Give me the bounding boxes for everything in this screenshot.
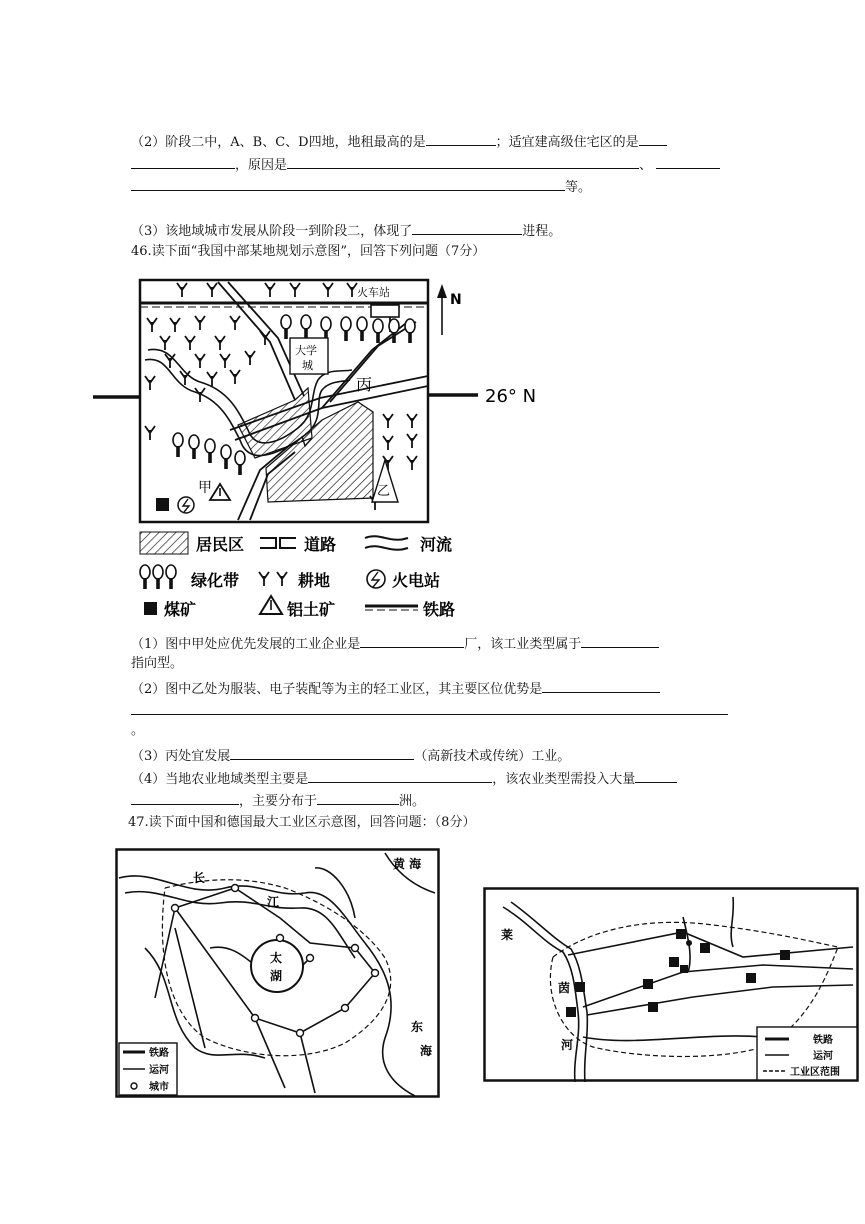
answer-blank[interactable] (131, 790, 239, 805)
q46-p3-text-b: （高新技术或传统）工业。 (414, 749, 571, 764)
site-jia-label: 甲 (198, 480, 212, 496)
answer-blank[interactable] (308, 768, 492, 783)
latitude-label: 26° N (485, 386, 537, 407)
china-industrial-map (115, 848, 440, 1098)
legend (140, 532, 455, 619)
answer-blank[interactable] (131, 176, 565, 191)
legend-railway-icon (365, 606, 418, 610)
answer-blank[interactable] (131, 154, 235, 169)
legend-residential-label: 居民区 (196, 535, 245, 554)
answer-blank[interactable] (317, 790, 399, 805)
yangtze-jiang-label: 江 (267, 895, 280, 909)
site-yi-label: 乙 (377, 484, 391, 499)
q45-p2-line2 (131, 154, 720, 175)
q46-p4-text-a: （4）当地农业地域类型主要是 (131, 772, 309, 787)
taihu-tai-label: 太 (270, 951, 283, 965)
answer-blank[interactable] (412, 220, 522, 235)
germany-legend-industrial-zone: 工业区范围 (790, 1067, 840, 1078)
q46-p2-line1 (131, 678, 660, 699)
q46-p1-line1 (131, 633, 659, 654)
north-label: N (450, 292, 462, 308)
yangtze-chang-label: 长 (193, 871, 206, 885)
china-legend (119, 1043, 177, 1095)
answer-blank[interactable] (426, 131, 496, 146)
legend-coal-icon (144, 602, 157, 615)
q46-p1-text-a: （1）图中甲处应优先发展的工业企业是 (131, 637, 361, 652)
site-bing-label: 丙 (356, 375, 373, 394)
q45-p2-text-a: （2）阶段二中，A、B、C、D四地，地租最高的是 (131, 135, 426, 150)
legend-railway-label: 铁路 (423, 600, 456, 619)
taihu-hu-label: 湖 (270, 969, 283, 983)
q46-p2-end: 。 (131, 723, 145, 738)
legend-river-icon (365, 536, 408, 549)
legend-road-icon (260, 538, 296, 548)
north-arrow-icon (437, 284, 447, 335)
china-legend-canal: 运河 (149, 1065, 169, 1076)
germany-legend (757, 1027, 857, 1080)
q45-p2-text-e: 等。 (565, 180, 592, 195)
rhine-lai-label: 莱 (501, 928, 514, 942)
china-legend-city: 城市 (149, 1082, 169, 1093)
answer-blank[interactable] (360, 633, 464, 648)
east-sea-label: 东 (411, 1020, 424, 1034)
answer-blank[interactable] (635, 768, 677, 783)
q46-p4-text-b: ，该农业类型需投入大量 (492, 772, 636, 787)
legend-greenbelt-label: 绿化带 (191, 571, 240, 590)
legend-residential-icon (140, 532, 188, 554)
legend-river-label: 河流 (420, 535, 453, 554)
q46-planning-map (90, 270, 570, 630)
q46-p3-text-a: （3）丙处宜发展 (131, 749, 231, 764)
q45-p2-line1 (131, 131, 667, 152)
q47-title: 47.读下面中国和德国最大工业区示意图，回答问题：（8分） (128, 815, 476, 830)
answer-blank[interactable] (287, 154, 639, 169)
q46-p4-text-c: ，主要分布于 (239, 794, 318, 809)
germany-industrial-map (483, 887, 859, 1082)
yellow-sea-label: 黄 海 (393, 857, 422, 871)
q46-p3-line (131, 745, 570, 766)
q46-p1-text-b: 厂，该工业类型属于 (464, 637, 582, 652)
legend-farmland-icon (259, 572, 287, 586)
china-legend-railway: 铁路 (149, 1048, 169, 1059)
q46-p4-line1 (131, 768, 677, 789)
germany-legend-railway: 铁路 (813, 1035, 833, 1046)
legend-greenbelt-icon (140, 565, 176, 589)
q45-p2-text-d: 、 (639, 158, 653, 173)
east-sea-label: 海 (420, 1044, 433, 1058)
q45-p2-line3 (131, 176, 591, 197)
university-label: 城 (302, 359, 313, 372)
legend-road-label: 道路 (304, 535, 337, 554)
legend-power-icon (367, 570, 385, 588)
q46-p4-text-d: 洲。 (399, 794, 426, 809)
q46-title: 46.读下面“我国中部某地规划示意图”，回答下列问题（7分） (131, 244, 486, 259)
answer-blank[interactable] (639, 131, 667, 146)
legend-coal-label: 煤矿 (164, 600, 197, 619)
rhine-he-label: 河 (561, 1038, 574, 1052)
q46-p2-text: （2）图中乙处为服装、电子装配等为主的轻工业区，其主要区位优势是 (131, 682, 543, 697)
q45-p3-text-a: （3）该地域城市发展从阶段一到阶段二，体现了 (131, 224, 413, 239)
germany-legend-canal: 运河 (813, 1051, 833, 1062)
answer-blank[interactable] (131, 714, 728, 715)
q45-p3-line (131, 220, 561, 241)
answer-blank[interactable] (542, 678, 660, 693)
university-label: 大学 (295, 344, 317, 357)
q45-p3-text-b: 进程。 (522, 224, 562, 239)
answer-blank[interactable] (656, 154, 720, 169)
rhine-yin-label: 茵 (558, 981, 571, 995)
q45-p2-text-c: ，原因是 (235, 158, 288, 173)
answer-blank[interactable] (230, 745, 414, 760)
legend-power-label: 火电站 (392, 571, 441, 590)
q45-p2-text-b: ；适宜建高级住宅区的是 (495, 135, 639, 150)
legend-bauxite-label: 铝土矿 (287, 600, 336, 619)
q46-p4-line2 (131, 790, 425, 811)
train-station-icon (371, 305, 399, 317)
legend-farmland-label: 耕地 (298, 571, 331, 590)
taihu-lake (251, 940, 303, 992)
answer-blank[interactable] (581, 633, 659, 648)
coal-mine-icon (156, 498, 169, 511)
q46-p1-line2: 指向型。 (131, 656, 184, 671)
train-station-label: 火车站 (357, 286, 390, 299)
